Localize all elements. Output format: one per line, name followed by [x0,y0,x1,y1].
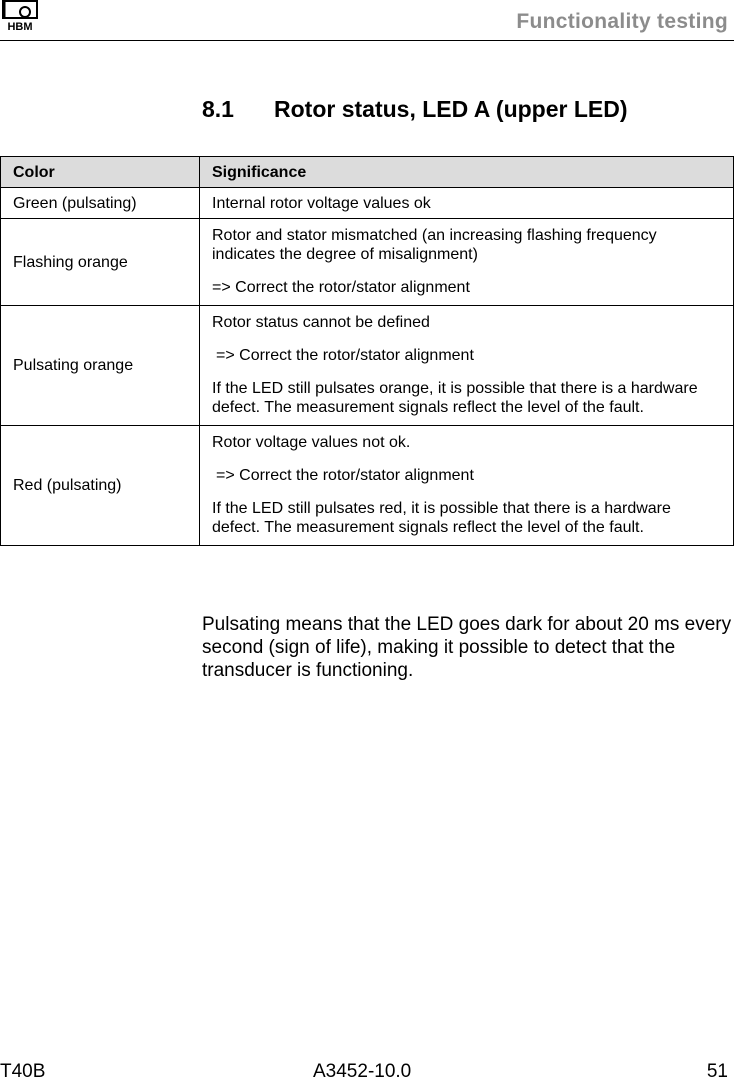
table-row [1,188,734,219]
table-row [1,306,734,426]
color-cell: Pulsating orange [1,306,200,426]
table-header-row [1,157,734,188]
significance-text: If the LED still pulsates orange, it is possible that there is a hardware defect. The measurement signals reflect the level of the fault. [212,380,698,416]
color-cell: Red (pulsating) [1,426,200,546]
significance-text: => Correct the rotor/stator alignment [216,467,474,484]
hbm-logo-text: HBM [7,21,33,32]
significance-text: If the LED still pulsates red, it is possible that there is a hardware defect. The measurement signals reflect the level of the fault. [212,500,671,536]
footer-product: T40B [0,1061,46,1082]
pulsating-note: Pulsating means that the LED goes dark for about 20 ms every second (sign of life), making it possible to detect that the transducer is functioning. [202,614,732,681]
significance-text: => Correct the rotor/stator alignment [212,279,470,296]
section-number: 8.1 [202,96,234,122]
color-cell: Green (pulsating) [1,188,200,219]
footer-page-number: 51 [706,1061,728,1082]
significance-text: Rotor and stator mismatched (an increasing flashing frequency indicates the degree of misalignment) [212,227,657,263]
table-row [1,219,734,306]
significance-cell [200,219,734,306]
hbm-logo [2,0,38,32]
significance-text: => Correct the rotor/stator alignment [216,347,474,364]
section-title: Rotor status, LED A (upper LED) [274,96,628,122]
footer-document-number: A3452-10.0 [313,1061,412,1082]
led-status-table [0,156,734,546]
header-significance: Significance [200,157,734,188]
header-divider [0,40,734,41]
table-row [1,426,734,546]
color-cell: Flashing orange [1,219,200,306]
significance-text: Rotor status cannot be defined [212,314,430,331]
header-color: Color [1,157,200,188]
significance-cell [200,426,734,546]
page-header-title: Functionality testing [516,10,728,33]
significance-text: Rotor voltage values not ok. [212,434,411,451]
section-heading [202,96,628,123]
significance-cell [200,306,734,426]
significance-cell: Internal rotor voltage values ok [200,188,734,219]
